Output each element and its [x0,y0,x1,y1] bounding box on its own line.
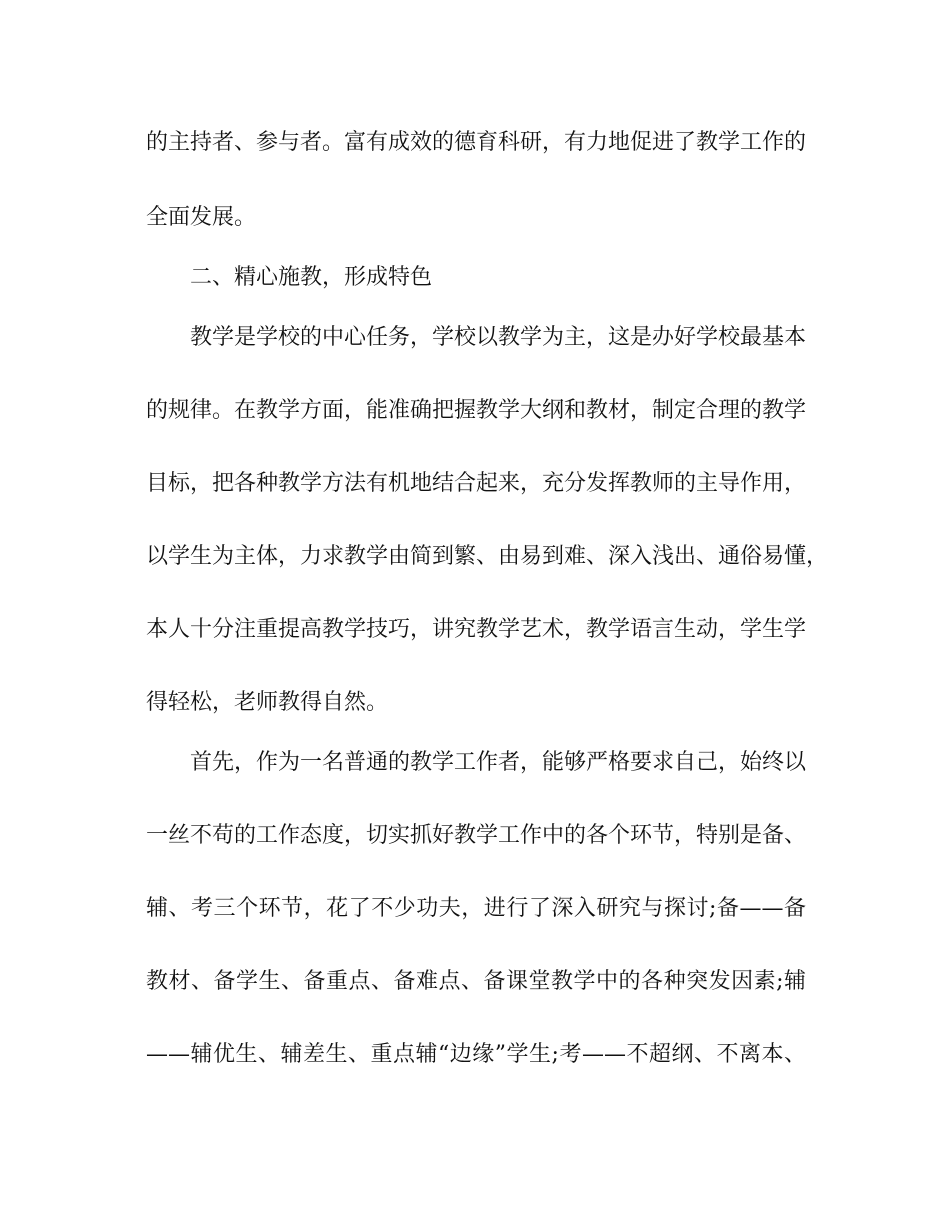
text-line: 一丝不苟的工作态度，切实抓好教学工作中的各个环节，特别是备、 [146,823,807,848]
text-line: 的主持者、参与者。富有成效的德育科研，有力地促进了教学工作的 [146,130,807,155]
text-line: 辅、考三个环节，花了不少功夫，进行了深入研究与探讨;备——备 [146,896,806,921]
text-line: 以学生为主体，力求教学由简到繁、由易到难、深入浅出、通俗易懂， [146,544,829,569]
text-line: 本人十分注重提高教学技巧，讲究教学艺术，教学语言生动，学生学 [146,617,807,642]
text-line: 得轻松，老师教得自然。 [146,690,389,715]
text-line: 教材、备学生、备重点、备难点、备课堂教学中的各种突发因素;辅 [146,969,806,994]
text-line: 教学是学校的中心任务，学校以教学为主，这是办好学校最基本 [190,325,807,350]
text-line: 目标，把各种教学方法有机地结合起来，充分发挥教师的主导作用， [146,471,807,496]
text-line: 的规律。在教学方面，能准确把握教学大纲和教材，制定合理的教学 [146,398,807,423]
text-line: ——辅优生、辅差生、重点辅“边缘”学生;考——不超纲、不离本、 [146,1042,806,1067]
section-heading: 二、精心施教，形成特色 [190,265,433,290]
text-line: 全面发展。 [146,205,257,230]
text-line: 首先，作为一名普通的教学工作者，能够严格要求自己，始终以 [190,750,807,775]
